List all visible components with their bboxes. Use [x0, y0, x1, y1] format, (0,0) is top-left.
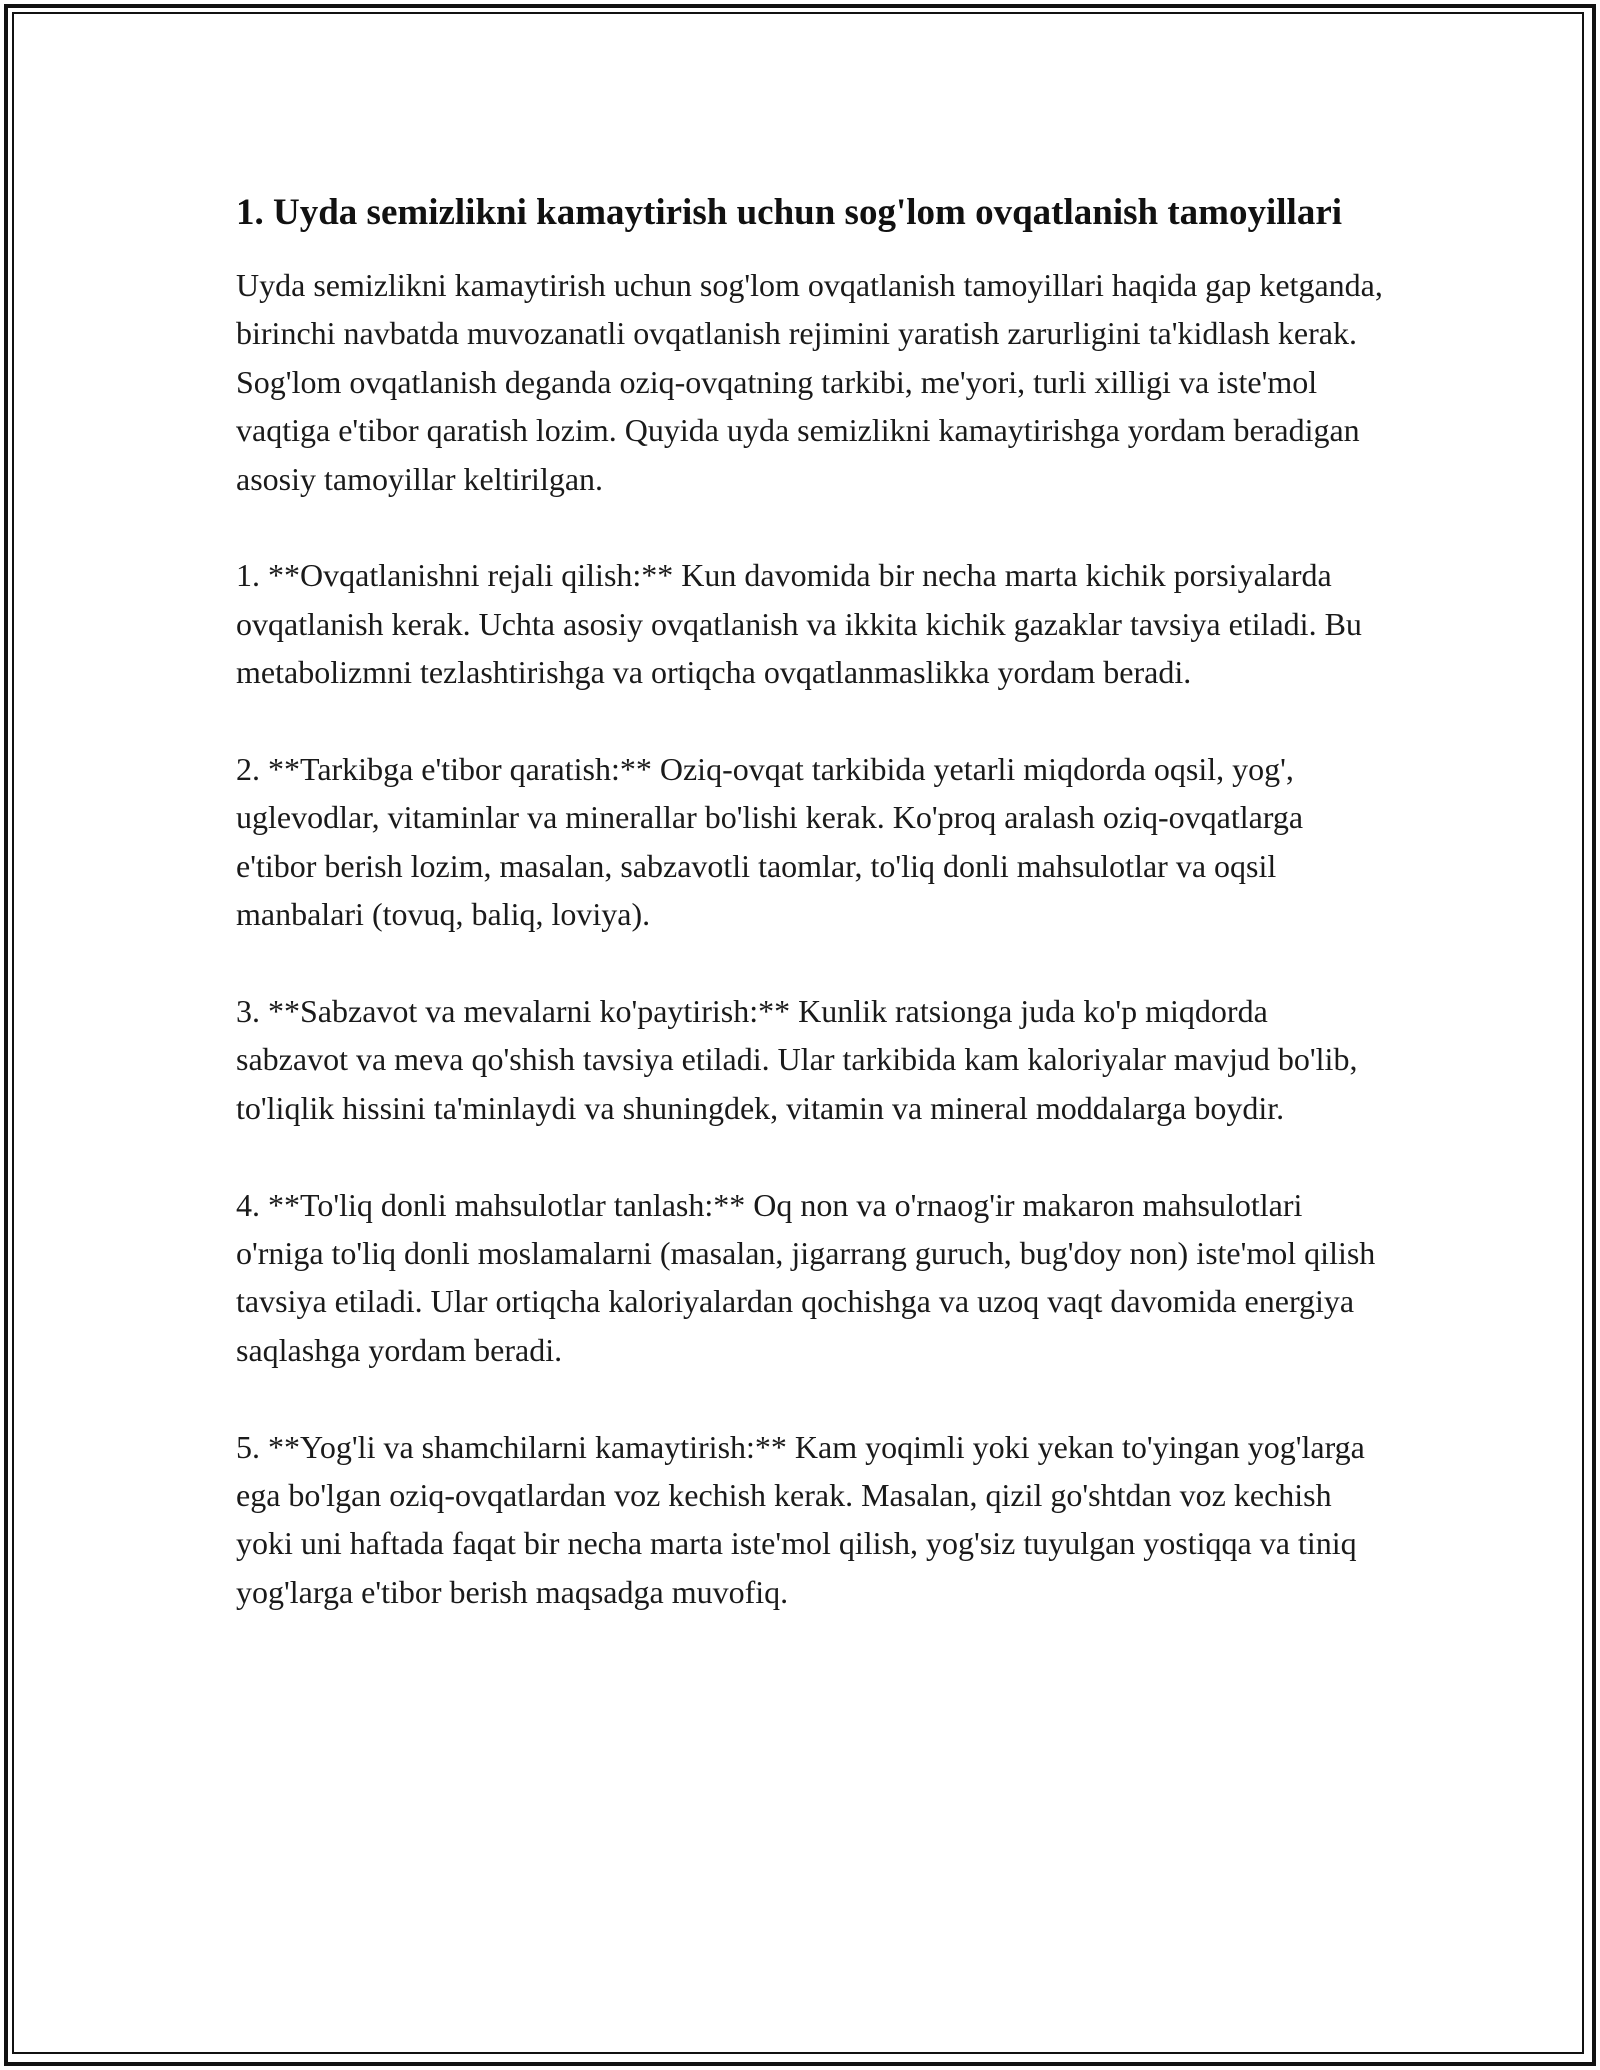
- list-item: 5. **Yog'li va shamchilarni kamaytirish:** Kam yoqimli yoki yekan to'yingan yog'larga ega bo'lgan oziq-ovqatlardan voz kechish kerak. Masalan, qizil go'shtdan voz kechish yoki uni haftada faqat bir necha marta iste'mol qilish, yog'siz tuyulgan yostiqqa va tiniq yog'larga e'tibor berish maqsadga muvofiq.: [236, 1428, 1365, 1610]
- section-heading: 1. Uyda semizlikni kamaytirish uchun sog'lom ovqatlanish tamoyillari: [236, 192, 1343, 233]
- list-item: 4. **To'liq donli mahsulotlar tanlash:** Oq non va o'rnaog'ir makaron mahsulotlari o'rniga to'liq donli moslamalarni (masalan, jigarrang guruch, bug'doy non) iste'mol qilish tavsiya etiladi. Ular ortiqcha kaloriyalardan qochishga va uzoq vaqt davomida energiya saqlashga yordam beradi.: [236, 1186, 1376, 1368]
- list-item: 3. **Sabzavot va mevalarni ko'paytirish:** Kunlik ratsionga juda ko'p miqdorda sabzavot va meva qo'shish tavsiya etiladi. Ular tarkibida kam kaloriyalar mavjud bo'lib, to'liqlik hissini ta'minlaydi va shuningdek, vitamin va mineral moddalarga boydir.: [236, 993, 1358, 1126]
- document-body: [236, 185, 1386, 1616]
- list-item: 2. **Tarkibga e'tibor qaratish:** Oziq-ovqat tarkibida yetarli miqdorda oqsil, yog', uglevodlar, vitaminlar va minerallar bo'lishi kerak. Ko'proq aralash oziq-ovqatlarga e'tibor berish lozim, masalan, sabzavotli taomlar, to'liq donli mahsulotlar va oqsil manbalari (tovuq, baliq, loviya).: [236, 751, 1304, 933]
- intro-paragraph: Uyda semizlikni kamaytirish uchun sog'lom ovqatlanish tamoyillari haqida gap ketganda, birinchi navbatda muvozanatli ovqatlanish rejimini yaratish zarurligini ta'kidlash kerak. Sog'lom ovqatlanish deganda oziq-ovqatning tarkibi, me'yori, turli xilligi va iste'mol vaqtiga e'tibor qaratish lozim. Quyida uyda semizlikni kamaytirishga yordam beradigan asosiy tamoyillar keltirilgan.: [236, 267, 1383, 497]
- list-item: 1. **Ovqatlanishni rejali qilish:** Kun davomida bir necha marta kichik porsiyalarda ovqatlanish kerak. Uchta asosiy ovqatlanish va ikkita kichik gazaklar tavsiya etiladi. Bu metabolizmni tezlashtirishga va ortiqcha ovqatlanmaslikka yordam beradi.: [236, 557, 1362, 691]
